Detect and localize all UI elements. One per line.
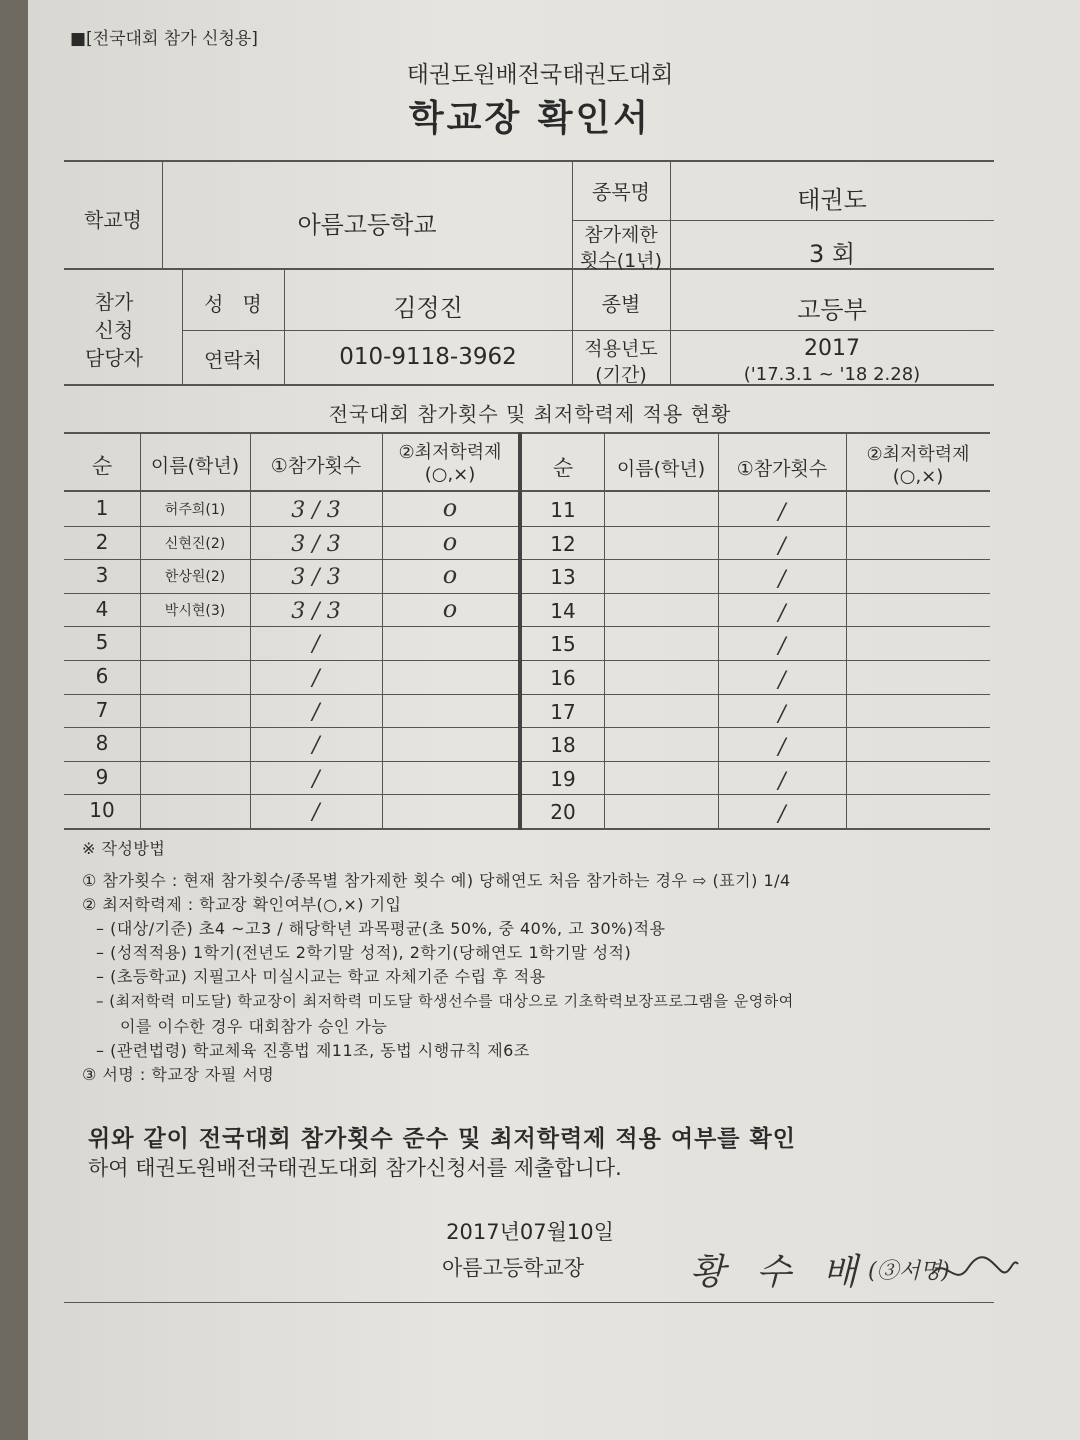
row-no: 3 [95,563,109,587]
row-divider [64,526,990,527]
note-line: 이를 이수한 경우 대회참가 승인 가능 [120,1017,388,1036]
name-label: 성 명 [204,292,262,316]
row-count: 3 / 3 [291,599,341,624]
col-header-min-mark: (○,×) [424,464,476,485]
row-no-right: 11 [550,498,576,522]
row-count-right: / [778,567,786,592]
row-count-right: / [778,500,786,525]
row-count-right: / [778,802,786,827]
note-line: – (성적적용) 1학기(전년도 2학기말 성적), 2학기(당해연도 1학기말 성적) [96,943,632,962]
phone-label: 연락처 [204,348,262,372]
year-label-2: (기간) [595,364,647,386]
row-count: / [312,666,320,691]
row-min: o [442,494,458,522]
row-count: / [312,767,320,792]
principal-title: 아름고등학교장 [442,1256,585,1280]
contact-label-3: 담당자 [85,346,143,370]
limit-value: 3 회 [808,240,856,268]
row-no-right: 19 [550,767,576,791]
row-divider [64,694,990,695]
principal-signature: 황 수 배 [690,1252,868,1293]
col-header-name: 이름(학년) [150,455,240,477]
row-count: / [312,632,320,657]
sign-date: 2017년07월10일 [446,1220,614,1244]
category-value: 고등부 [797,296,867,324]
row-no: 9 [95,765,109,789]
row-divider [64,761,990,762]
row-divider [64,660,990,661]
note-line: ① 참가횟수 : 현재 참가횟수/종목별 참가제한 횟수 예) 당해연도 처음 참가하는 경우 ⇨ (표기) 1/4 [82,871,791,890]
note-line: – (최저학력 미도달) 학교장이 최저학력 미도달 학생선수를 대상으로 기초학력보장프로그램을 운영하여 [96,992,794,1010]
row-no: 5 [95,630,109,654]
row-divider [64,794,990,795]
year-label-1: 적용년도 [584,338,658,360]
row-name: 허주희(1) [164,502,226,518]
row-count-right: / [778,702,786,727]
row-min: o [442,528,458,556]
row-divider [64,727,990,728]
row-no: 8 [95,731,109,755]
col-header-count-right: ①참가횟수 [736,458,828,480]
contact-label-1: 참가 [94,290,134,314]
note-line: ③ 서명 : 학교장 자필 서명 [82,1065,275,1084]
row-count-right: / [778,735,786,760]
row-count: 3 / 3 [291,532,341,557]
limit-label-2: 횟수(1년) [580,250,662,272]
row-divider [64,626,990,627]
row-count: 3 / 3 [291,565,341,590]
row-divider [64,593,990,594]
row-no: 10 [89,798,115,822]
school-value: 아름고등학교 [297,211,437,239]
row-name: 한상원(2) [164,569,226,585]
year-value: 2017 [804,336,860,361]
category-label: 종별 [601,292,641,316]
event-value: 태권도 [797,186,867,214]
row-count: / [312,733,320,758]
row-count-right: / [778,769,786,794]
row-name: 박시현(3) [164,603,226,619]
col-header-name-right: 이름(학년) [616,458,706,480]
col-header-no: 순 [91,454,113,478]
row-min: o [442,561,458,589]
row-no-right: 16 [550,666,576,690]
row-no-right: 15 [550,632,576,656]
year-period: ('17.3.1 ~ '18 2.28) [743,364,921,385]
col-header-min-mark-right: (○,×) [892,466,944,487]
row-name: 신현진(2) [164,536,226,552]
row-min: o [442,595,458,623]
row-no-right: 14 [550,599,576,623]
status-title: 전국대회 참가횟수 및 최저학력제 적용 현황 [328,402,732,426]
note-line: – (초등학교) 지필고사 미실시교는 학교 자체기준 수립 후 적용 [96,967,546,986]
form-tag: ■[전국대회 참가 신청용] [70,29,258,49]
school-label: 학교명 [84,208,142,232]
col-header-min: ②최저학력제 [398,442,502,463]
col-header-min-right: ②최저학력제 [866,444,970,465]
note-line: ② 최저학력제 : 학교장 확인여부(○,×) 기입 [82,895,402,914]
signature-scribble [930,1252,1020,1292]
contact-label-2: 신청 [94,318,134,342]
row-no: 7 [95,698,109,722]
note-line: – (대상/기준) 초4 ~고3 / 해당학년 과목평균(초 50%, 중 40%, 고 30%)적용 [96,919,666,938]
row-count: / [312,800,320,825]
row-no: 4 [95,597,109,621]
notes-heading: ※ 작성방법 [82,839,166,858]
col-header-no-right: 순 [552,456,574,480]
note-line: – (관련법령) 학교체육 진흥법 제11조, 동법 시행규칙 제6조 [96,1041,530,1060]
row-count-right: / [778,601,786,626]
row-count-right: / [778,634,786,659]
row-no: 2 [95,530,109,554]
bottom-divider [64,1302,994,1303]
col-header-count: ①참가횟수 [270,455,362,477]
event-label: 종목명 [592,180,650,204]
limit-label-1: 참가제한 [584,224,658,246]
row-count: 3 / 3 [291,498,341,523]
name-value: 김정진 [393,294,463,322]
row-count-right: / [778,668,786,693]
confirmation-line-1: 위와 같이 전국대회 참가횟수 준수 및 최저학력제 적용 여부를 확인 [88,1126,796,1152]
row-count-right: / [778,534,786,559]
confirmation-line-2: 하여 태권도원배전국태권도대회 참가신청서를 제출합니다. [88,1156,622,1180]
signature-note: (③서명) [868,1259,950,1284]
row-no-right: 20 [550,800,576,824]
row-no-right: 12 [550,532,576,556]
row-no-right: 17 [550,700,576,724]
row-no: 1 [95,496,109,520]
page-title: 학교장 확인서 [408,98,652,139]
phone-value: 010-9118-3962 [339,344,517,370]
event-name: 태권도원배전국태권도대회 [406,62,674,88]
row-divider [64,559,990,560]
row-no-right: 18 [550,733,576,757]
row-no-right: 13 [550,565,576,589]
row-count: / [312,700,320,725]
row-no: 6 [95,664,109,688]
